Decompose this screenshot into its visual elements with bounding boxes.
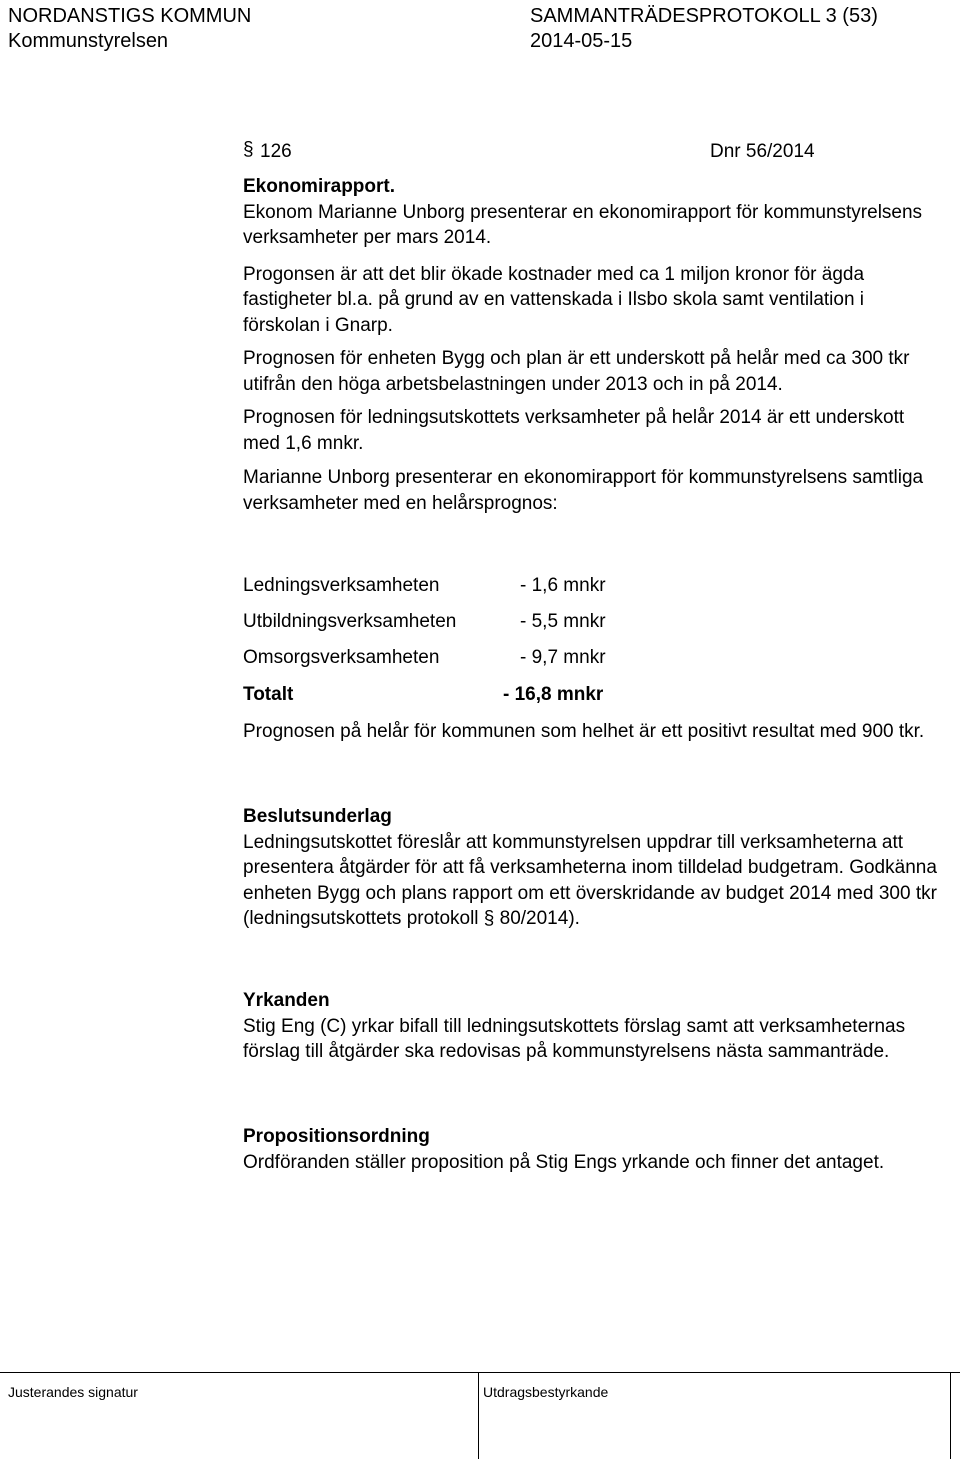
body-paragraph: Progonsen är att det blir ökade kostnader med ca 1 miljon kronor för ägda fastigheter bl.a. på grund av en vattenskada i Ilsbo skola samt ventilation i förskolan i Gnarp. (243, 263, 865, 336)
forecast-value: - 1,6 mnkr (520, 575, 606, 596)
report-section (243, 174, 943, 516)
footer-divider (0, 1372, 960, 1373)
footer-divider (478, 1372, 479, 1459)
summary-section (243, 719, 943, 745)
municipality-name: NORDANSTIGS KOMMUN (8, 5, 252, 27)
propositionsordning-section (243, 1124, 943, 1175)
footer-divider (950, 1372, 951, 1459)
extract-label: Utdragsbestyrkande (483, 1384, 609, 1400)
section-title: Ekonomirapport. (243, 176, 396, 197)
body-paragraph: Marianne Unborg presenterar en ekonomirapport för kommunstyrelsens samtliga verksamheter med en helårsprognos: (243, 467, 924, 514)
yrkanden-section (243, 988, 943, 1065)
yrkanden-heading: Yrkanden (243, 990, 330, 1011)
forecast-label: Omsorgsverksamheten (243, 647, 440, 668)
protocol-title: SAMMANTRÄDESPROTOKOLL 3 (53) (530, 5, 878, 27)
beslutsunderlag-text: Ledningsutskottet föreslår att kommunstyrelsen uppdrar till verksamheterna att presentera åtgärder för att få verksamheterna inom tilldelad budgetram. Godkänna enheten Bygg och plans rapport om ett överskridande av budget 2014 med 300 tkr (ledningsutskottets protokoll § 80/2014). (243, 831, 937, 929)
forecast-total-value: - 16,8 mnkr (503, 684, 604, 705)
beslutsunderlag-heading: Beslutsunderlag (243, 806, 392, 827)
forecast-value: - 9,7 mnkr (520, 647, 606, 668)
diary-number: Dnr 56/2014 (710, 141, 815, 162)
body-paragraph: Prognosen för enheten Bygg och plan är ett underskott på helår med ca 300 tkr utifrån den höga arbetsbelastningen under 2013 och in på 2014. (243, 348, 910, 395)
forecast-value: - 5,5 mnkr (520, 611, 606, 632)
paragraph-symbol: § (243, 139, 254, 160)
signature-label: Justerandes signatur (8, 1384, 138, 1400)
forecast-total-label: Totalt (243, 684, 294, 705)
body-paragraph: Ekonom Marianne Unborg presenterar en ekonomirapport för kommunstyrelsens verksamheter per mars 2014. (243, 201, 923, 248)
yrkanden-text: Stig Eng (C) yrkar bifall till ledningsutskottets förslag samt att verksamheternas förslag till åtgärder ska redovisas på kommunstyrelsens nästa sammanträde. (243, 1015, 906, 1062)
propositionsordning-heading: Propositionsordning (243, 1126, 430, 1147)
meeting-date: 2014-05-15 (530, 30, 633, 52)
forecast-label: Ledningsverksamheten (243, 575, 440, 596)
forecast-label: Utbildningsverksamheten (243, 611, 457, 632)
committee-name: Kommunstyrelsen (8, 30, 169, 52)
propositionsordning-text: Ordföranden ställer proposition på Stig Engs yrkande och finner det antaget. (243, 1151, 885, 1173)
summary-text: Prognosen på helår för kommunen som helhet är ett positivt resultat med 900 tkr. (243, 721, 925, 742)
body-paragraph: Prognosen för ledningsutskottets verksamheter på helår 2014 är ett underskott med 1,6 mnkr. (243, 407, 905, 454)
beslutsunderlag-section (243, 804, 943, 932)
paragraph-number: 126 (260, 141, 292, 162)
